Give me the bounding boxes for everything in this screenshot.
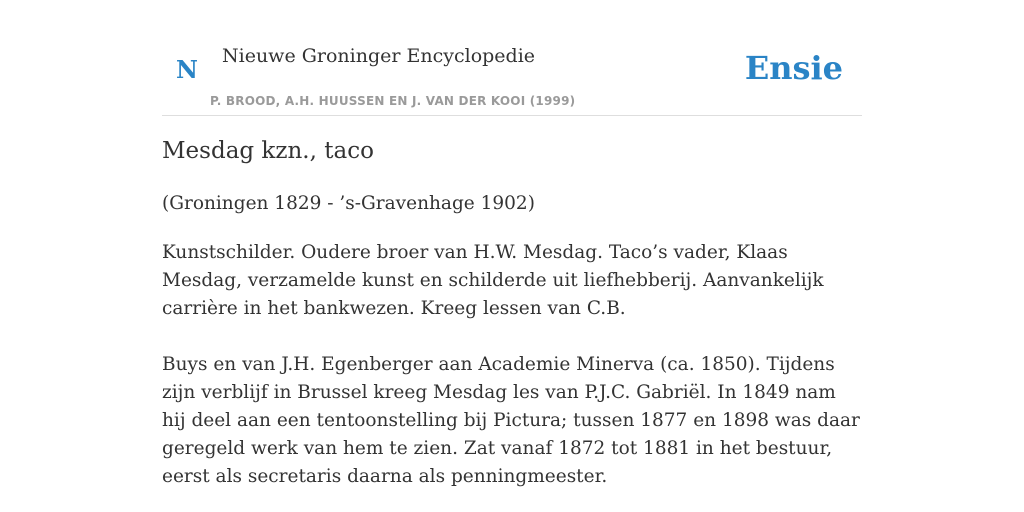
source-authors: P. BROOD, A.H. HUUSSEN EN J. VAN DER KOOI (1999) [210,94,576,108]
entry-paragraph: Kunstschilder. Oudere broer van H.W. Mesdag. Taco’s vader, Klaas Mesdag, verzamelde kunst en schilderde uit liefhebberij. Aanvankelijk carrière in het bankwezen. Kreeg lessen van C.B. [162,242,824,319]
source-title[interactable]: Nieuwe Groninger Encyclopedie [222,45,536,67]
brand-logo[interactable]: Ensie [744,49,843,87]
source-logo[interactable]: N [176,55,198,84]
entry-title: Mesdag kzn., taco [162,138,374,164]
entry-paragraph: Buys en van J.H. Egenberger aan Academie Minerva (ca. 1850). Tijdens zijn verblijf in Brussel kreeg Mesdag les van P.J.C. Gabriël. In 1849 nam hij deel aan een tentoonstelling bij Pictura; tussen 1877 en 1898 was daar geregeld werk van hem te zien. Zat vanaf 1872 tot 1881 in het bestuur, eerst als secretaris daarna als penningmeester. [162,354,860,487]
entry-card [162,0,862,512]
entry-subtitle: (Groningen 1829 - ’s-Gravenhage 1902) [162,193,535,214]
entry-header [162,0,862,116]
